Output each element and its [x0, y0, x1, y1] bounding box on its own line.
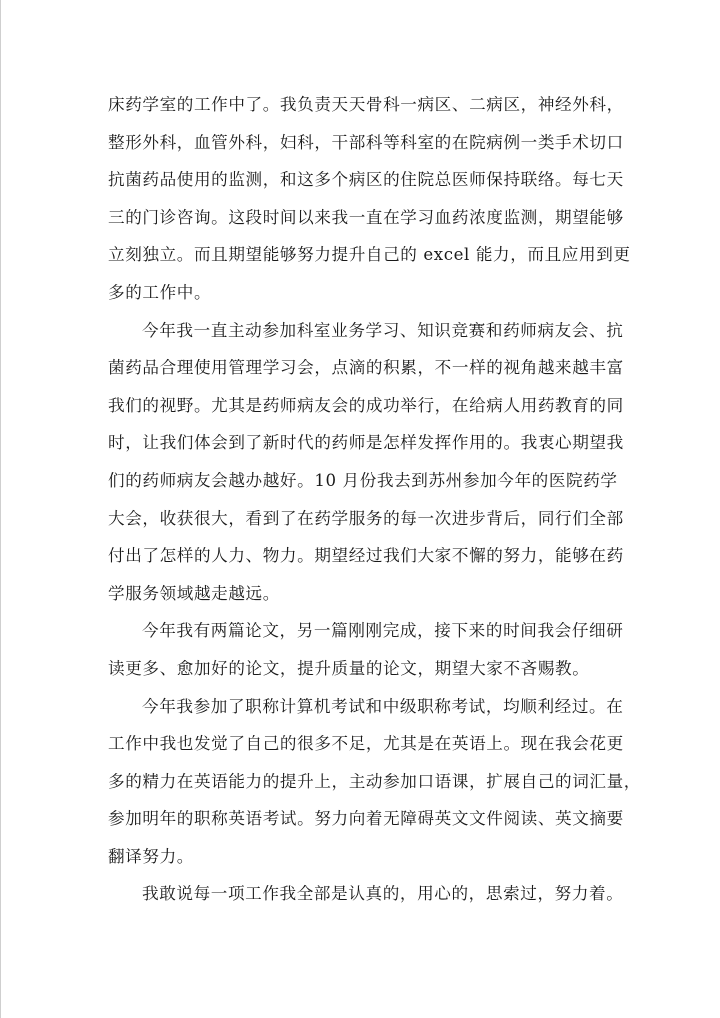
- document-body: [108, 86, 642, 913]
- text-line: 菌药品合理使用管理学习会，点滴的积累，不一样的视角越来越丰富: [108, 358, 624, 378]
- text-line: 今年我参加了职称计算机考试和中级职称考试，均顺利经过。在: [142, 696, 624, 716]
- text-line: 三的门诊咨询。这段时间以来我一直在学习血药浓度监测，期望能够: [108, 207, 624, 227]
- text-line: 整形外科，血管外科，妇科，干部科等科室的在院病例一类手术切口: [108, 132, 624, 152]
- paragraph-1: [108, 86, 631, 312]
- page-edge: [0, 0, 1, 1018]
- paragraph-5: [108, 875, 624, 913]
- text-line: 付出了怎样的人力、物力。期望经过我们大家不懈的努力，能够在药: [108, 546, 624, 566]
- text-line: 我们的视野。尤其是药师病友会的成功举行，在给病人用药教育的同: [108, 395, 624, 415]
- text-line: 今年我有两篇论文，另一篇刚刚完成，接下来的时间我会仔细研: [142, 621, 624, 641]
- text-line: 大会，收获很大，看到了在药学服务的每一次进步背后，同行们全部: [108, 508, 624, 528]
- text-line: 参加明年的职称英语考试。努力向着无障碍英文文件阅读、英文摘要: [108, 809, 624, 829]
- text-line: 床药学室的工作中了。我负责天天骨科一病区、二病区，神经外科，: [108, 95, 624, 114]
- text-line: 翻译努力。: [108, 846, 194, 866]
- text-line: 学服务领域越走越远。: [108, 583, 280, 603]
- paragraph-3: [108, 612, 624, 687]
- text-line: 工作中我也发觉了自己的很多不足，尤其是在英语上。现在我会花更: [108, 734, 624, 754]
- paragraph-4: [108, 688, 642, 876]
- text-line: 们的药师病友会越办越好。10 月份我去到苏州参加今年的医院药学: [108, 470, 618, 490]
- paragraph-2: [108, 312, 624, 613]
- text-line: 时，让我们体会到了新时代的药师是怎样发挥作用的。我衷心期望我: [108, 433, 624, 453]
- text-line: 今年我一直主动参加科室业务学习、知识竞赛和药师病友会、抗: [142, 320, 624, 340]
- text-line: 多的工作中。: [108, 282, 212, 302]
- text-line: 多的精力在英语能力的提升上，主动参加口语课，扩展自己的词汇量，: [108, 771, 642, 791]
- text-line: 抗菌药品使用的监测，和这多个病区的住院总医师保持联络。每七天: [108, 170, 624, 190]
- text-line: 立刻独立。而且期望能够努力提升自己的 excel 能力，而且应用到更: [108, 245, 631, 265]
- text-line: 读更多、愈加好的论文，提升质量的论文，期望大家不吝赐教。: [108, 658, 590, 678]
- text-line: 我敢说每一项工作我全部是认真的，用心的，思索过，努力着。: [142, 884, 624, 904]
